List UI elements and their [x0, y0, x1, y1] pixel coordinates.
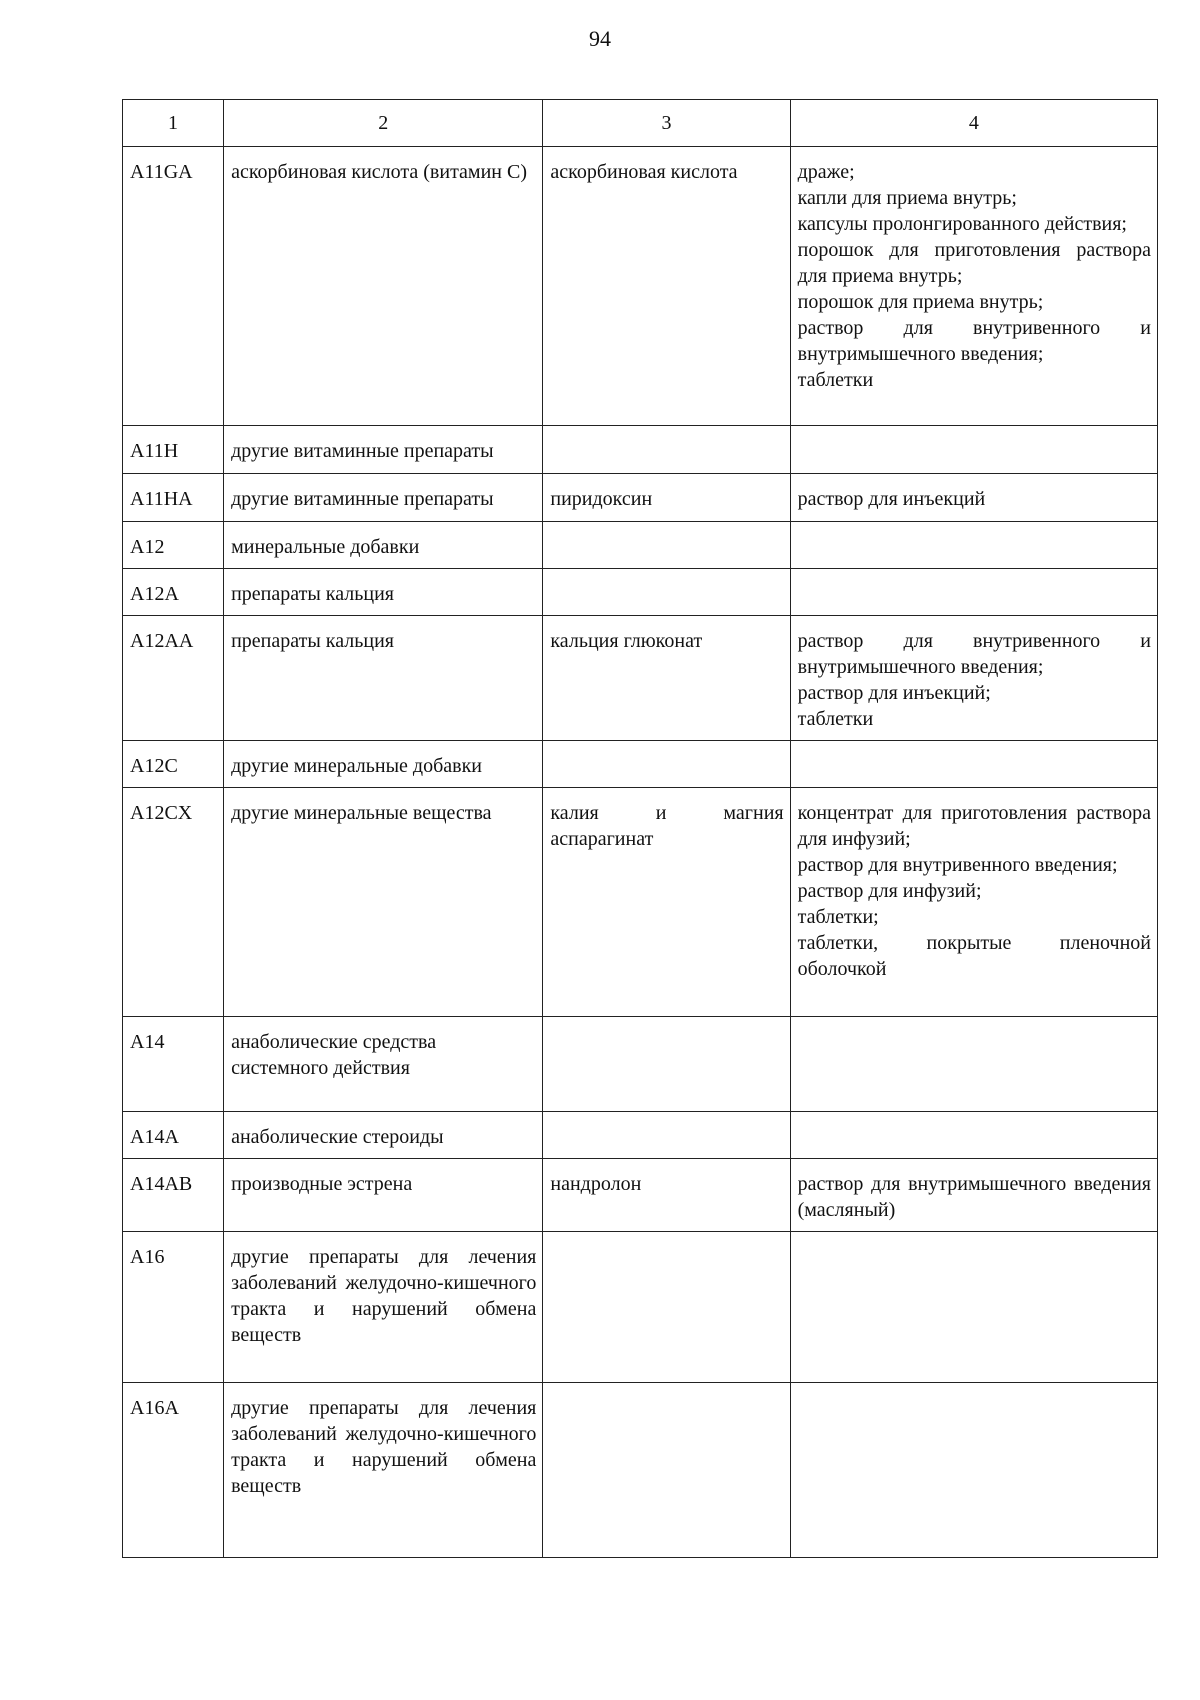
table-row: [123, 147, 1158, 426]
group-name-cell: аскорбиновая кислота (витамин С): [224, 147, 543, 426]
table-row: [123, 1112, 1158, 1159]
drug-name-cell: [543, 1112, 790, 1159]
atc-code-cell: A12A: [123, 569, 224, 616]
dosage-forms-cell: [790, 426, 1157, 474]
page-number: 94: [589, 26, 611, 51]
table-header-row: [123, 100, 1158, 147]
drug-name-cell: [543, 522, 790, 569]
table-row: [123, 569, 1158, 616]
table-row: [123, 616, 1158, 741]
table-row: [123, 522, 1158, 569]
table-row: [123, 474, 1158, 522]
dosage-form-line: капли для приема внутрь;: [797, 187, 1017, 209]
drug-name-cell: [543, 569, 790, 616]
atc-code-cell: A11HA: [123, 474, 224, 522]
group-name-cell: препараты кальция: [224, 569, 543, 616]
header-cell-4: 4: [790, 100, 1157, 147]
drug-name-cell: кальция глюконат: [543, 616, 790, 741]
dosage-forms-cell: [790, 1383, 1157, 1558]
dosage-forms-cell: [790, 569, 1157, 616]
drug-name-cell: нандролон: [543, 1159, 790, 1232]
dosage-forms-cell: [790, 474, 1157, 522]
atc-code-cell: A16: [123, 1232, 224, 1383]
dosage-form-line: капсулы пролонгированного действия;: [797, 213, 1127, 235]
dosage-form-line: таблетки, покрытые пленочной оболочкой: [797, 932, 1151, 980]
group-name-cell: другие витаминные препараты: [224, 474, 543, 522]
atc-code-cell: A12: [123, 522, 224, 569]
dosage-forms-cell: [790, 522, 1157, 569]
table-row: [123, 1017, 1158, 1112]
drug-name-cell: [543, 1017, 790, 1112]
group-name-cell: другие препараты для лечения заболеваний желудочно-кишечного тракта и нарушений обмена веществ: [224, 1383, 543, 1558]
table-row: [123, 1159, 1158, 1232]
group-name-cell: препараты кальция: [224, 616, 543, 741]
dosage-form-line: раствор для инфузий;: [797, 880, 982, 902]
dosage-forms-cell: [790, 147, 1157, 426]
group-name-cell: анаболические стероиды: [224, 1112, 543, 1159]
dosage-form-line: порошок для приема внутрь;: [797, 291, 1044, 313]
drug-name-cell: [543, 1232, 790, 1383]
header-cell-2: 2: [224, 100, 543, 147]
group-name-cell: другие препараты для лечения заболеваний желудочно-кишечного тракта и нарушений обмена веществ: [224, 1232, 543, 1383]
atc-code-cell: A12CX: [123, 788, 224, 1017]
dosage-forms-cell: [790, 788, 1157, 1017]
dosage-form-line: раствор для инъекций: [797, 488, 986, 510]
atc-code-cell: A11H: [123, 426, 224, 474]
drug-table: [122, 99, 1158, 1558]
atc-code-cell: A16A: [123, 1383, 224, 1558]
dosage-form-line: раствор для внутривенного введения;: [797, 854, 1118, 876]
table-row: [123, 788, 1158, 1017]
dosage-form-line: раствор для внутривенного и внутримышечного введения;: [797, 630, 1151, 678]
drug-name-cell: калия и магния аспарагинат: [543, 788, 790, 1017]
group-name-cell: минеральные добавки: [224, 522, 543, 569]
dosage-form-line: концентрат для приготовления раствора для инфузий;: [797, 802, 1151, 850]
header-cell-1: 1: [123, 100, 224, 147]
dosage-forms-cell: [790, 1232, 1157, 1383]
dosage-form-line: таблетки;: [797, 906, 879, 928]
dosage-forms-cell: [790, 741, 1157, 788]
dosage-form-line: порошок для приготовления раствора для приема внутрь;: [797, 239, 1151, 287]
atc-code-cell: A14A: [123, 1112, 224, 1159]
dosage-forms-cell: [790, 616, 1157, 741]
dosage-forms-cell: [790, 1017, 1157, 1112]
dosage-form-line: раствор для инъекций;: [797, 682, 991, 704]
drug-name-cell: [543, 741, 790, 788]
table-row: [123, 426, 1158, 474]
table-row: [123, 1232, 1158, 1383]
atc-code-cell: A11GA: [123, 147, 224, 426]
group-name-cell: производные эстрена: [224, 1159, 543, 1232]
atc-code-cell: A12C: [123, 741, 224, 788]
dosage-forms-cell: [790, 1112, 1157, 1159]
table-row: [123, 741, 1158, 788]
group-name-cell: анаболические средства системного действия: [224, 1017, 543, 1112]
dosage-form-line: драже;: [797, 161, 855, 183]
group-name-cell: другие минеральные вещества: [224, 788, 543, 1017]
drug-name-cell: пиридоксин: [543, 474, 790, 522]
header-cell-3: 3: [543, 100, 790, 147]
atc-code-cell: A14AB: [123, 1159, 224, 1232]
atc-code-cell: A14: [123, 1017, 224, 1112]
dosage-form-line: таблетки: [797, 708, 874, 730]
dosage-form-line: раствор для внутривенного и внутримышечного введения;: [797, 317, 1151, 365]
dosage-form-line: таблетки: [797, 369, 874, 391]
group-name-cell: другие витаминные препараты: [224, 426, 543, 474]
table-row: [123, 1383, 1158, 1558]
atc-code-cell: A12AA: [123, 616, 224, 741]
dosage-form-line: раствор для внутримышечного введения (масляный): [797, 1173, 1151, 1221]
dosage-forms-cell: [790, 1159, 1157, 1232]
drug-name-cell: [543, 1383, 790, 1558]
group-name-cell: другие минеральные добавки: [224, 741, 543, 788]
drug-name-cell: [543, 426, 790, 474]
drug-name-cell: аскорбиновая кислота: [543, 147, 790, 426]
